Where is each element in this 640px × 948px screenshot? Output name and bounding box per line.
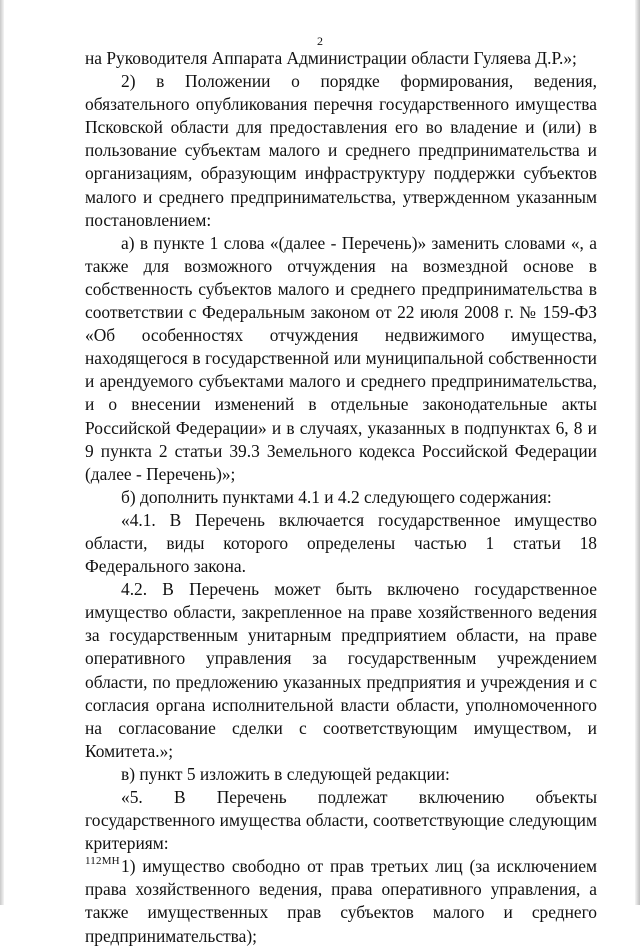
- paragraph-4: б) дополнить пунктами 4.1 и 4.2 следующего содержания:: [121, 486, 552, 507]
- document-body: [85, 47, 597, 948]
- paragraph-1: на Руководителя Аппарата Администрации области Гуляева Д.Р.»;: [85, 48, 577, 68]
- paragraph-5: «4.1. В Перечень включается государственное имущество области, виды которого определены частью 1 статьи 18 Федерального закона.: [85, 509, 597, 577]
- paragraph-3: а) в пункте 1 слова «(далее - Перечень)» заменить словами «, а также для возможного отчуждения на возмездной основе в собственность субъектов малого и среднего предпринимательства в соответствии с Федеральным законом от 22 июля 2008 г. № 159-ФЗ «Об особенностях отчуждения недвижимого имущества, находящегося в государственной или муниципальной собственности и арендуемого субъектами малого и среднего предпринимательства, и о внесении изменений в отдельные законодательные акты Российской Федерации» и в случаях, указанных в подпунктах 6, 8 и 9 пункта 2 статьи 39.3 Земельного кодекса Российской Федерации (далее - Перечень)»;: [85, 232, 597, 484]
- paragraph-2: 2) в Положении о порядке формирования, ведения, обязательного опубликования перечня государственного имущества Псковской области для предоставления его во владение и (или) в пользование субъектам малого и среднего предпринимательства и организациям, образующим инфраструктуру поддержки субъектов малого и среднего предпринимательства, утвержденном указанным постановлением:: [85, 71, 597, 230]
- page-number: 2: [317, 34, 323, 48]
- paragraph-6: 4.2. В Перечень может быть включено государственное имущество области, закрепленное на праве хозяйственного ведения за государственным унитарным предприятием области, на праве оперативного управления за государственным учреждением области, по предложению указанных предприятия и учреждения и с согласия органа исполнительной власти области, уполномоченного на согласование сделки с соответствующим имуществом, и Комитета.»;: [85, 579, 597, 761]
- paragraph-7: в) пункт 5 изложить в следующей редакции:: [121, 763, 450, 784]
- footer-code: 112МН: [85, 855, 120, 867]
- paragraph-8: «5. В Перечень подлежат включению объекты государственного имущества области, соответствующие следующим критериям:: [85, 787, 597, 854]
- paragraph-9: 1) имущество свободно от прав третьих лиц (за исключением права хозяйственного ведения, права оперативного управления, а также имущественных прав субъектов малого и среднего предпринимательства);: [85, 856, 597, 946]
- scan-edge-left: [0, 0, 4, 905]
- scan-edge-right: [635, 0, 640, 905]
